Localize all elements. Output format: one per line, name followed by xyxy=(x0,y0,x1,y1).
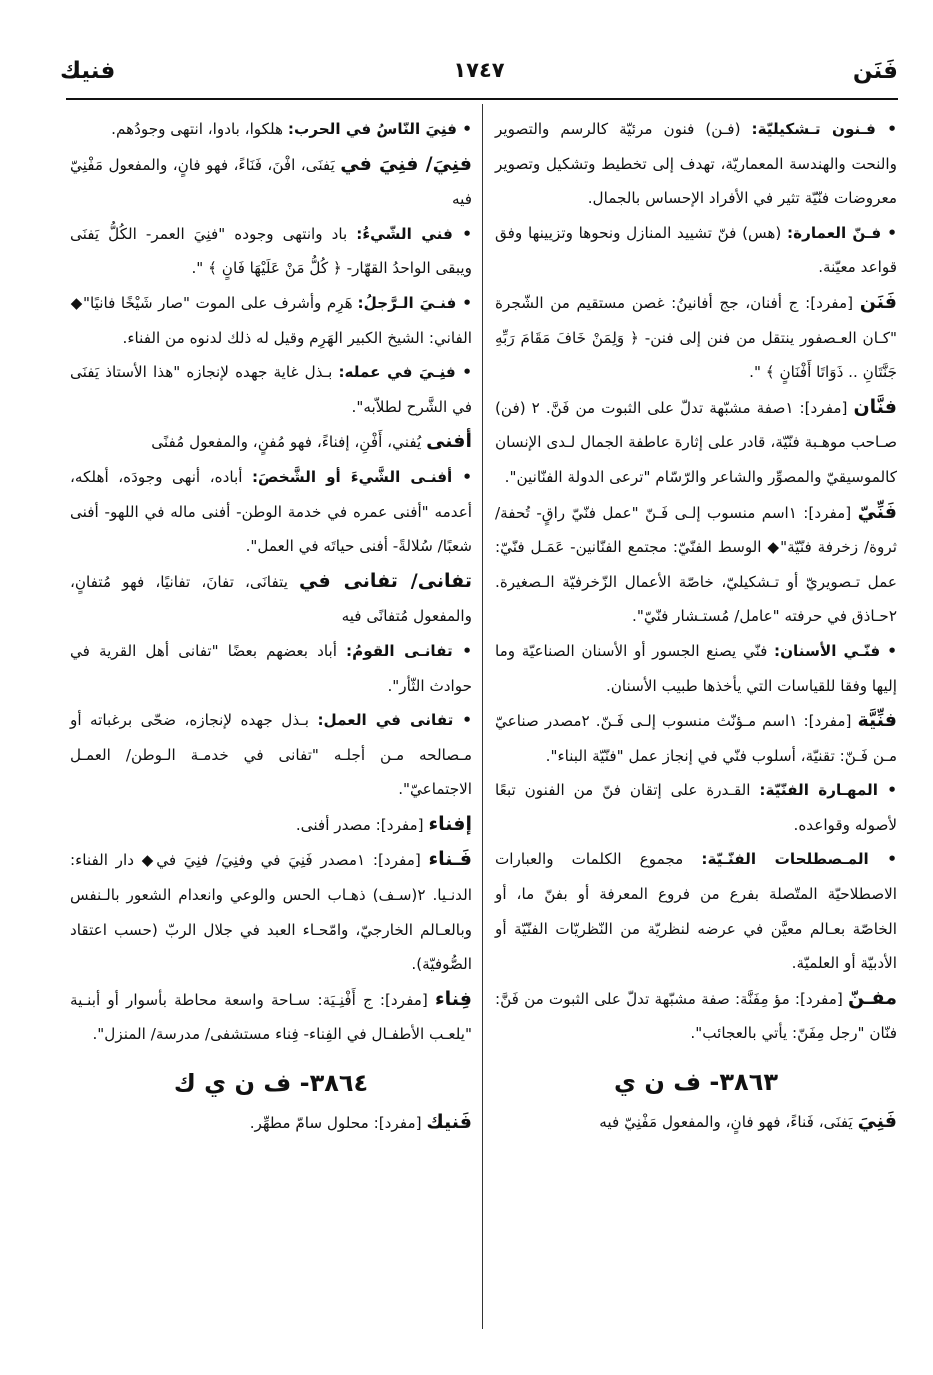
entry-text: [مفرد]: ١اسم مـؤنّث منسوب إلـى فَـنّ. ٢مصدر صناعيّ مـن فَـنّ: تقنيّة، أسلوب فنّي في إنجاز عمل "فنّيّة البناء". xyxy=(495,712,897,765)
entry-text: [مفرد]: ١مصدر فَنِيَ في وفنِيَ/ فنِيَ في◆ دار الفناء: الدنـيا. ٢(سـف) ذهـاب الحس والوعي وانعدام الشعور بالـنفس وبالعـالم الخارجيّ، وامّحـاء العبد في جلال الربّ (حسب اعتقاد الصُّوفيّة). xyxy=(70,851,472,974)
entry-text: [مفرد]: ١صفة مشبّهة تدلّ على الثبوت من فَنَّ. ٢ (فن) صـاحب موهـبة فنّيّة، قادر على إثارة عاطفة الجمال لـدى الإنسان كالموسيقيّ والمصوِّر والشاعر والرّسّام "ترعى الدولة الفنّانين". xyxy=(495,398,897,486)
dictionary-entry xyxy=(495,842,897,980)
entry-lemma: فَنِيَ xyxy=(857,1109,897,1132)
dictionary-entry xyxy=(495,981,897,1051)
entry-text: هلكوا، بادوا، انتهى وجودُهم. xyxy=(111,120,288,138)
header-rule xyxy=(66,98,898,100)
column-divider xyxy=(482,104,483,1329)
entry-subheading: • المـصطلحات الفنّـيّة: xyxy=(701,850,897,869)
entry-lemma: فَـناء xyxy=(428,848,472,871)
entry-text: يَفنَى، افْنَ، فَنَاءً، فهو فانٍ، والمفعول مَفْنِيّ فيه xyxy=(70,155,472,209)
right-column xyxy=(495,112,897,1139)
entry-lemma: فَنيك xyxy=(426,1110,472,1133)
entry-subheading: • فنِيَ النّاسُ في الحرب: xyxy=(287,120,472,138)
entry-subheading: • فـنون تـشكيليّة: xyxy=(751,120,897,138)
entry-text: يَفنَى، فَناءً، فهو فانٍ، والمفعول مَفْنِيّ فيه xyxy=(599,1112,858,1131)
entry-text: أباده، أنهى وجودَه، أهلكه، أعدمه "أفنى عمره في خدمة الوطن- أفنى ماله في اللهو- أفنى شعبًا/ سُلالةً- أفنى حياتَه في العمل". xyxy=(70,467,472,556)
root-heading: ٣٨٦٣- ف ن ي xyxy=(614,1068,778,1097)
entry-lemma: فنِّيَّة xyxy=(857,709,897,732)
dictionary-entry xyxy=(495,703,897,773)
entry-text: [مفرد]: ج أفنان، جج أفانينُ: غصن مستقيم من الشّجرة "كـان العـصفور ينتقل من فنن إلى فنن- ﴿ وَلِمَنْ خَافَ مَقَامَ رَبِّهِ جَنَّتَانِ .. ذَوَاتَا أَفْنَانٍ ﴾ ". xyxy=(495,293,897,382)
entry-text: [مفرد]: مصدر أفنى. xyxy=(295,815,429,834)
dictionary-entry xyxy=(495,495,897,634)
dictionary-entry xyxy=(495,1104,897,1140)
dictionary-entry xyxy=(70,634,472,703)
left-column xyxy=(70,112,472,1140)
dictionary-entry xyxy=(70,217,472,286)
root-heading: ٣٨٦٤- ف ن ي ك xyxy=(173,1069,369,1098)
dictionary-entry xyxy=(70,460,472,564)
dictionary-entry xyxy=(495,773,897,842)
entry-text: [مفرد]: محلول سامّ مطهِّر. xyxy=(249,1113,427,1132)
entry-text: [مفرد]: مؤ مِفَنَّة: صفة مشبّهة تدلّ على الثبوت من فَنَّ: فنّان "رجل مِفَنّ: يأتي بالعجائب". xyxy=(495,989,897,1043)
dictionary-entry xyxy=(70,355,472,424)
entry-lemma: أفنى xyxy=(426,430,472,453)
dictionary-entry xyxy=(70,842,472,981)
dictionary-entry xyxy=(495,216,897,285)
dictionary-entry xyxy=(70,112,472,147)
dictionary-entry xyxy=(70,147,472,217)
entry-text: بـذل جهده لإنجازه، ضحّى برغباته أو مـصالحه مـن أجلـه "تفانى في خدمـة الـوطن/ العمـل الاجتماعيّ". xyxy=(70,711,472,799)
entry-text: مجموع الكلمات والعبارات الاصطلاحيّة المتّصلة بفرع من فروع المعرفة أو بفنّ ما، أو الخاصّة بعـالم معيَّن في عرضه لنظريّة من النّظريّات الفنّيّة أو الأدبيّة أو العلميّة. xyxy=(495,850,897,973)
entry-text: أباد بعضهم بعضًا "تفانى أهل القرية في حوادث الثّأر". xyxy=(70,641,472,695)
entry-lemma: فَنِّيّ xyxy=(857,500,897,523)
entry-lemma: فِناء xyxy=(434,987,472,1010)
entry-text: يتفانَى، تفانَ، تفانيًا، فهو مُتفانٍ، والمفعول مُتفانًى فيه xyxy=(70,572,472,626)
entry-lemma: فَنَن xyxy=(859,290,897,313)
entry-lemma: إفناء xyxy=(428,812,472,835)
entry-subheading: • فـنّ العمارة: xyxy=(787,223,897,242)
entry-subheading: • المهـارة الفنّيّة: xyxy=(759,781,897,800)
entry-subheading: • فنّـي الأسنان: xyxy=(774,641,897,660)
entry-text: القـدرة على إتقان فنّ من الفنون تبعًا لأصوله وقواعده. xyxy=(495,781,897,834)
dictionary-entry xyxy=(495,112,897,216)
dictionary-entry xyxy=(495,634,897,703)
dictionary-entry xyxy=(70,286,472,355)
entry-lemma: فنِيَ/ فنِيَ في xyxy=(340,152,472,175)
page-number: ١٧٤٧ xyxy=(453,58,505,82)
dictionary-entry xyxy=(70,807,472,843)
entry-subheading: • فني الشّيءُ: xyxy=(356,224,472,243)
entry-lemma: مفـنّ xyxy=(847,986,897,1009)
dictionary-entry xyxy=(70,424,472,460)
entry-text: [مفرد]: ١اسم منسوب إلـى فَـنّ "عمل فنّيّ راقٍ- تُحفة/ ثروة/ زخرفة فنّيّة"◆ الوسط الفنّيّ: مجتمع الفنّانين- عَمَـل فنّيّ: عمل تـصويريّ أو تـشكيليّ، خاصّة الأعمال الزّخرفيّة الـصغيرة. ٢حـاذق في حرفته "عامل/ مُستـشار فنّيّ". xyxy=(495,503,897,626)
header-guide-word-right: فَنَن xyxy=(852,58,898,84)
entry-text: يُفني، أَفْنِ، إفناءً، فهو مُفنٍ، والمفعول مُفنًى xyxy=(151,433,427,452)
dictionary-entry xyxy=(495,285,897,390)
entry-subheading: • تفانى في العمل: xyxy=(317,711,472,730)
dictionary-entry xyxy=(70,1105,472,1141)
page-header xyxy=(60,48,898,98)
entry-text: باد وانتهى وجوده "فنِيَ العمر- الكُلُّ يَفنَى ويبقى الواحدُ القهّار- ﴿ كُلُّ مَنْ عَلَيْهَا فَانٍ ﴾ ". xyxy=(70,224,472,278)
entry-subheading: • أفنـى الشَّيءَ أو الشَّخصَ: xyxy=(251,467,472,486)
dictionary-entry xyxy=(495,390,897,495)
entry-lemma: تفانى/ تفانى في xyxy=(299,569,472,592)
entry-text: (فـن) فنون مرئيّة كالرسم والتصوير والنحت والهندسة المعماريّة، تهدف إلى تخطيط وتشكيل وتصوير معروضات فنّيّة تثير في الأفراد الإحساس بالجمال. xyxy=(495,120,897,208)
dictionary-entry xyxy=(70,703,472,807)
header-guide-word-left: فنيك xyxy=(60,58,116,84)
entry-text: [مفرد]: ج أَفْنِـيَة: سـاحة واسعة محاطة بأسوار أو أبنـية "يلعـب الأطفـال في الفِناء- فِناء مستشفى/ مدرسة/ المنزل". xyxy=(70,990,472,1044)
entry-text: بـذل غاية جهده لإنجازه "هذا الأستاذ يَفنَى في الشَّرح لطلاّبه". xyxy=(70,363,472,416)
entry-text: (هس) فنّ تشييد المنازل ونحوها وتزيينها وفق قواعد معيّنة. xyxy=(495,223,897,277)
entry-text: فنّي يصنع الجسور أو الأسنان الصناعيّة وما إليها وفقا للقياسات التي يأخذها طبيب الأسنان. xyxy=(495,641,897,695)
entry-subheading: • فنـيَ الـرَّجلُ: xyxy=(357,293,472,312)
entry-subheading: • تفانـى القومُ: xyxy=(346,641,472,660)
dictionary-entry xyxy=(70,564,472,634)
entry-text: هَرِم وأشرف على الموت "صار شَيْخًا فانيًا"◆ الفاني: الشيخ الكبير الهَرِم وقيل له ذلك لدنوه من الفناء. xyxy=(70,293,472,347)
entry-subheading: • فنِـيَ في عمله: xyxy=(338,363,473,382)
entry-lemma: فنَّان xyxy=(853,395,897,418)
dictionary-entry xyxy=(70,982,472,1052)
